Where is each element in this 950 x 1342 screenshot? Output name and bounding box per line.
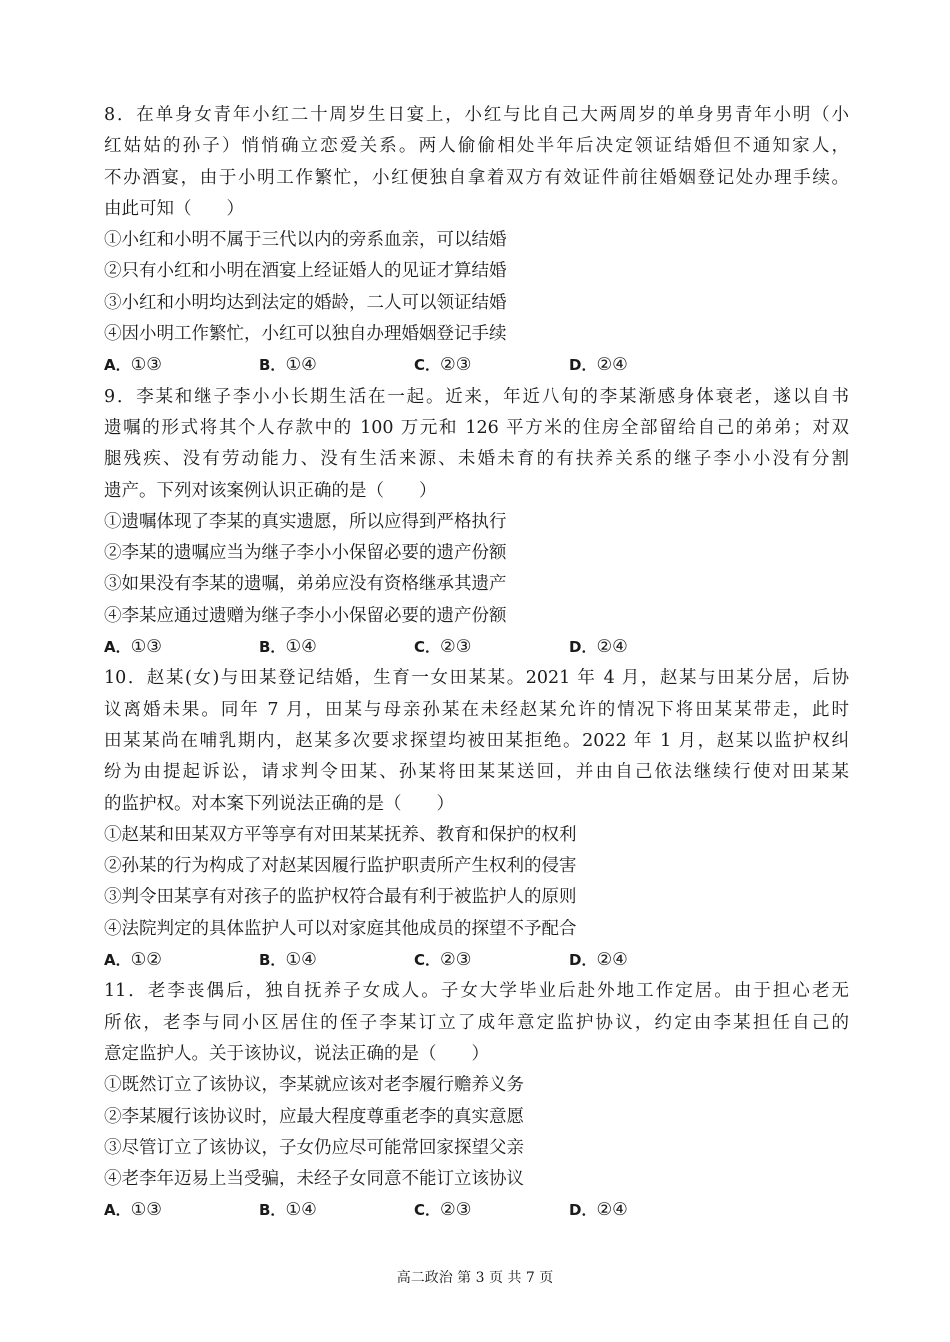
statement-option: ②李某履行该协议时，应最大程度尊重老李的真实意愿 bbox=[104, 1106, 524, 1127]
answer-choice bbox=[414, 1195, 569, 1226]
stem-line: 8．在单身女青年小红二十周岁生日宴上，小红与比自己大两周岁的单身男青年小明（小 bbox=[104, 105, 849, 125]
question-stem bbox=[104, 663, 849, 819]
stem-line: 的监护权。对本案下列说法正确的是（ ） bbox=[104, 793, 454, 814]
stem-line: 意定监护人。关于该协议，说法正确的是（ ） bbox=[104, 1043, 489, 1064]
choice-letter: C． bbox=[414, 356, 441, 375]
answer-choice bbox=[569, 1195, 724, 1226]
choice-letter: B． bbox=[259, 1201, 286, 1220]
choice-letter: C． bbox=[414, 951, 441, 970]
choice-text: ①② bbox=[130, 950, 162, 971]
statement-option: ④因小明工作繁忙，小红可以独自办理婚姻登记手续 bbox=[104, 324, 507, 345]
choice-letter: D． bbox=[569, 356, 597, 375]
statement-option: ②李某的遗嘱应当为继子李小小保留必要的遗产份额 bbox=[104, 543, 507, 564]
answer-choice bbox=[414, 945, 569, 976]
choice-letter: A． bbox=[104, 638, 131, 657]
stem-line: 9．李某和继子李小小长期生活在一起。近来，年近八旬的李某渐感身体衰老，遂以自书 bbox=[104, 386, 849, 407]
answer-choice bbox=[259, 1195, 414, 1226]
question-list bbox=[104, 100, 849, 1227]
question-11 bbox=[104, 976, 849, 1226]
choice-letter: B． bbox=[259, 356, 286, 375]
statement-option: ③小红和小明均达到法定的婚龄，二人可以领证结婚 bbox=[104, 292, 507, 313]
choice-letter: D． bbox=[569, 1201, 597, 1220]
stem-line: 10．赵某(女)与田某登记结婚，生育一女田某某。2021 年 4 月，赵某与田某分居，后协 bbox=[104, 668, 849, 689]
stem-line: 议离婚未果。同年 7 月，田某与母亲孙某在未经赵某允许的情况下将田某某带走，此时 bbox=[104, 699, 849, 720]
choice-text: ①④ bbox=[285, 950, 317, 971]
choice-letter: A． bbox=[104, 951, 131, 970]
choice-letter: D． bbox=[569, 951, 597, 970]
answer-choice bbox=[569, 945, 724, 976]
choice-text: ②④ bbox=[596, 637, 628, 658]
statement-option: ③尽管订立了该协议，子女仍应尽可能常回家探望父亲 bbox=[104, 1137, 524, 1158]
choice-text: ①③ bbox=[130, 355, 162, 376]
statement-option: ③如果没有李某的遗嘱，弟弟应没有资格继承其遗产 bbox=[104, 574, 507, 595]
choice-text: ①④ bbox=[285, 355, 317, 376]
answer-choice bbox=[414, 350, 569, 381]
stem-line: 田某某尚在哺乳期内，赵某多次要求探望均被田某拒绝。2022 年 1 月，赵某以监护权纠 bbox=[104, 730, 849, 751]
statement-option: ④老李年迈易上当受骗，未经子女同意不能订立该协议 bbox=[104, 1169, 524, 1190]
choice-text: ②③ bbox=[440, 950, 472, 971]
statement-option: ②孙某的行为构成了对赵某因履行监护职责所产生权利的侵害 bbox=[104, 856, 577, 877]
choice-text: ①③ bbox=[130, 637, 162, 658]
statement-option: ①既然订立了该协议，李某就应该对老李履行赡养义务 bbox=[104, 1075, 524, 1096]
choice-letter: B． bbox=[259, 638, 286, 657]
stem-line: 由此可知（ ） bbox=[104, 198, 244, 219]
page-footer: 高二政治 第 3 页 共 7 页 bbox=[396, 1270, 554, 1286]
question-stem bbox=[104, 976, 849, 1070]
answer-choice bbox=[104, 1195, 259, 1226]
choice-text: ②④ bbox=[596, 1200, 628, 1221]
choice-text: ②④ bbox=[596, 355, 628, 376]
stem-line: 遗嘱的形式将其个人存款中的 100 万元和 126 平方米的住房全部留给自己的弟弟；对双 bbox=[104, 417, 849, 438]
stem-line: 腿残疾、没有劳动能力、没有生活来源、未婚未育的有扶养关系的继子李小小没有分割 bbox=[104, 449, 849, 470]
choice-text: ①④ bbox=[285, 637, 317, 658]
stem-line: 纷为由提起诉讼，请求判令田某、孙某将田某某送回，并由自己依法继续行使对田某某 bbox=[104, 762, 849, 783]
choice-letter: A． bbox=[104, 356, 131, 375]
answer-choice bbox=[259, 350, 414, 381]
statement-option: ③判令田某享有对孩子的监护权符合最有利于被监护人的原则 bbox=[104, 887, 577, 908]
statement-option: ②只有小红和小明在酒宴上经证婚人的见证才算结婚 bbox=[104, 261, 507, 282]
stem-line: 所依，老李与同小区居住的侄子李某订立了成年意定监护协议，约定由李某担任自己的 bbox=[104, 1012, 849, 1033]
answer-choice bbox=[104, 350, 259, 381]
choice-text: ②④ bbox=[596, 950, 628, 971]
question-8 bbox=[104, 100, 849, 382]
answer-choices bbox=[104, 1195, 849, 1226]
stem-line: 红姑姑的孙子）悄悄确立恋爱关系。两人偷偷相处半年后决定领证结婚但不通知家人， bbox=[104, 136, 849, 157]
statement-option: ①小红和小明不属于三代以内的旁系血亲，可以结婚 bbox=[104, 230, 507, 251]
answer-choice bbox=[104, 632, 259, 663]
choice-text: ②③ bbox=[440, 1200, 472, 1221]
answer-choice bbox=[569, 350, 724, 381]
answer-choice bbox=[259, 632, 414, 663]
question-stem bbox=[104, 382, 849, 507]
answer-choices bbox=[104, 945, 849, 976]
answer-choice bbox=[569, 632, 724, 663]
choice-text: ①④ bbox=[285, 1200, 317, 1221]
choice-text: ②③ bbox=[440, 355, 472, 376]
choice-text: ①③ bbox=[130, 1200, 162, 1221]
answer-choice bbox=[414, 632, 569, 663]
choice-letter: C． bbox=[414, 638, 441, 657]
statement-option: ①遗嘱体现了李某的真实遗愿，所以应得到严格执行 bbox=[104, 511, 507, 532]
answer-choice bbox=[259, 945, 414, 976]
statement-option: ④李某应通过遗赠为继子李小小保留必要的遗产份额 bbox=[104, 605, 507, 626]
question-stem bbox=[104, 100, 849, 225]
choice-letter: D． bbox=[569, 638, 597, 657]
question-9 bbox=[104, 382, 849, 664]
choice-letter: C． bbox=[414, 1201, 441, 1220]
choice-text: ②③ bbox=[440, 637, 472, 658]
statement-option: ④法院判定的具体监护人可以对家庭其他成员的探望不予配合 bbox=[104, 918, 577, 939]
answer-choice bbox=[104, 945, 259, 976]
choice-letter: A． bbox=[104, 1201, 131, 1220]
answer-choices bbox=[104, 350, 849, 381]
stem-line: 不办酒宴，由于小明工作繁忙，小红便独自拿着双方有效证件前往婚姻登记处办理手续。 bbox=[104, 167, 849, 188]
stem-line: 遗产。下列对该案例认识正确的是（ ） bbox=[104, 480, 437, 501]
choice-letter: B． bbox=[259, 951, 286, 970]
exam-page bbox=[104, 100, 849, 1227]
question-10 bbox=[104, 663, 849, 976]
answer-choices bbox=[104, 632, 849, 663]
stem-line: 11．老李丧偶后，独自抚养子女成人。子女大学毕业后赴外地工作定居。由于担心老无 bbox=[104, 981, 849, 1002]
statement-option: ①赵某和田某双方平等享有对田某某抚养、教育和保护的权利 bbox=[104, 824, 577, 845]
